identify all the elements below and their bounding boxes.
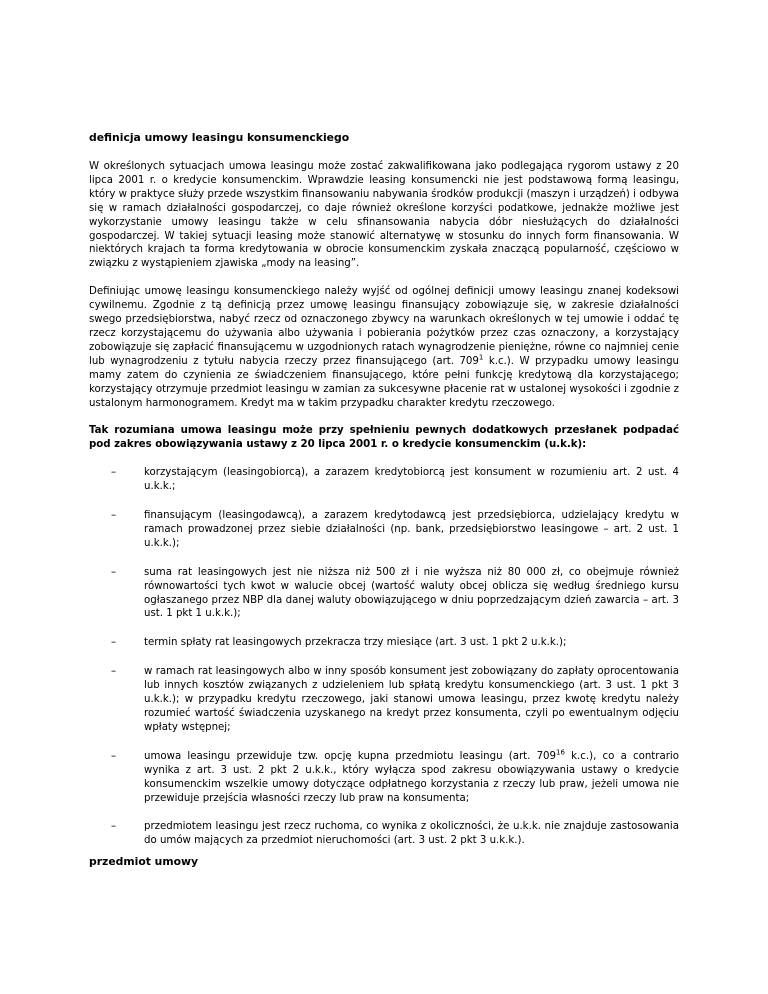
list-item-text: finansującym (leasingodawcą), a zarazem kredytodawcą jest przedsiębiorca, udzielający kredytu w ramach prowadzonej przez siebie działalności (np. bank, przedsiębiorstwo leasingowe – art. 2 ust. 1 u.k.k.);	[144, 510, 679, 549]
list-dash: –	[111, 637, 117, 649]
conditions-list	[89, 466, 679, 848]
list-item	[89, 665, 679, 735]
paragraph-intro: W określonych sytuacjach umowa leasingu może zostać zakwalifikowana jako podlegająca rygorom ustawy z 20 lipca 2001 r. o kredycie konsumenckim. Wprawdzie leasing konsumencki nie jest podstawową formą leasingu, który w praktyce służy przede wszystkim finansowaniu nabywania środków produkcji (maszyn i urządzeń) i odbywa się w ramach działalności gospodarczej, co daje również określone korzyści podatkowe, jednakże możliwe jest wykorzystanie umowy leasingu także w celu sfinansowania nabycia dóbr niesłużących do działalności gospodarczej. W takiej sytuacji leasing może stanowić alternatywę w stosunku do innych form finansowania. W niektórych krajach ta forma kredytowania w obrocie konsumenckim zyskała znaczącą popularność, częściowo w związku z wystąpieniem zjawiska „mody na leasing”.	[89, 161, 679, 270]
section-heading-definition: definicja umowy leasingu konsumenckiego	[89, 131, 350, 144]
list-item	[89, 509, 679, 551]
paragraph-definition	[89, 285, 679, 410]
list-dash: –	[111, 821, 117, 833]
list-item	[89, 466, 679, 494]
list-dash: –	[111, 666, 117, 678]
paragraph-definition-part1: Definiując umowę leasingu konsumenckiego należy wyjść od ogólnej definicji umowy leasingu znanej kodeksowi cywilnemu. Zgodnie z tą definicją przez umowę leasingu finansujący zobowiązuje się, w zakresie działalności swego przedsiębiorstwa, nabyć rzecz od oznaczonego zbywcy na warunkach określonych w tej umowie i oddać tę rzecz korzystającemu do używania albo używania i pobierania pożytków przez czas oznaczony, a korzystający zobowiązuje się zapłacić finansującemu w uzgodnionych ratach wynagrodzenie pieniężne, równe co najmniej cenie lub wynagrodzeniu z tytułu nabycia rzeczy przez finansującego (art. 709	[89, 286, 679, 367]
list-item-text: przedmiotem leasingu jest rzecz ruchoma, co wynika z okoliczności, że u.k.k. nie znajduje zastosowania do umów mających za przedmiot nieruchomości (art. 3 ust. 2 pkt 3 u.k.k.).	[144, 821, 679, 847]
list-item-text-part2: k.c.), co a contrario wynika z art. 3 ust. 2 pkt 2 u.k.k., który wyłącza spod zakresu obowiązywania ustawy o kredycie konsumenckim wszelkie umowy dotyczące odpłatnego korzystania z rzeczy lub praw, jeżeli umowa nie przewiduje przejścia własności rzeczy lub praw na konsumenta;	[144, 750, 679, 804]
list-item	[89, 566, 679, 622]
paragraph-definition-part2: k.c.). W przypadku umowy leasingu mamy zatem do czynienia ze świadczeniem finansującego, które pełni funkcję kredytową dla korzystającego; korzystający otrzymuje przedmiot leasingu w zamian za sukcesywne płacenie rat w ustalonej wysokości i zgodnie z ustalonym harmonogramem. Kredyt ma w takim przypadku charakter kredytu rzeczowego.	[89, 355, 679, 409]
section-heading-subject: przedmiot umowy	[89, 855, 199, 869]
list-item	[89, 820, 679, 848]
list-item-text: w ramach rat leasingowych albo w inny sposób konsument jest zobowiązany do zapłaty oprocentowania lub innych kosztów związanych z udzieleniem lub spłatą kredytu konsumenckiego (art. 3 ust. 1 pkt 3 u.k.k.); w przypadku kredytu rzeczowego, jaki stanowi umowa leasingu, przez kwotę kredytu należy rozumieć wartość świadczenia uzyskanego na kredyt przez konsumenta, czyli po ewentualnym odjęciu wpłaty wstępnej;	[144, 666, 679, 733]
list-item-text-part1: umowa leasingu przewiduje tzw. opcję kupna przedmiotu leasingu (art. 709	[144, 750, 557, 762]
list-dash: –	[111, 566, 117, 578]
list-dash: –	[111, 467, 117, 479]
list-item	[89, 750, 679, 806]
paragraph-conditions-lead: Tak rozumiana umowa leasingu może przy spełnieniu pewnych dodatkowych przesłanek podpadać pod zakres obowiązywania ustawy z 20 lipca 2001 r. o kredycie konsumenckim (u.k.k):	[89, 425, 679, 451]
list-item	[89, 636, 679, 650]
document-content	[89, 131, 679, 884]
footnote-superscript: 1	[478, 353, 484, 362]
list-dash: –	[111, 750, 117, 762]
list-item-text: termin spłaty rat leasingowych przekracza trzy miesiące (art. 3 ust. 1 pkt 2 u.k.k.);	[144, 637, 567, 649]
list-item-text: korzystającym (leasingobiorcą), a zarazem kredytobiorcą jest konsument w rozumieniu art. 2 ust. 4 u.k.k.;	[144, 467, 679, 493]
footnote-superscript: 16	[556, 748, 565, 757]
list-item-text: suma rat leasingowych jest nie niższa niż 500 zł i nie wyższa niż 80 000 zł, co obejmuje również równowartości tych kwot w walucie obcej (wartość waluty obcej oblicza się według średniego kursu ogłaszanego przez NBP dla danej waluty obowiązującego w dniu poprzedzającym dzień zawarcia – art. 3 ust. 1 pkt 1 u.k.k.);	[144, 566, 679, 620]
list-dash: –	[111, 510, 117, 522]
